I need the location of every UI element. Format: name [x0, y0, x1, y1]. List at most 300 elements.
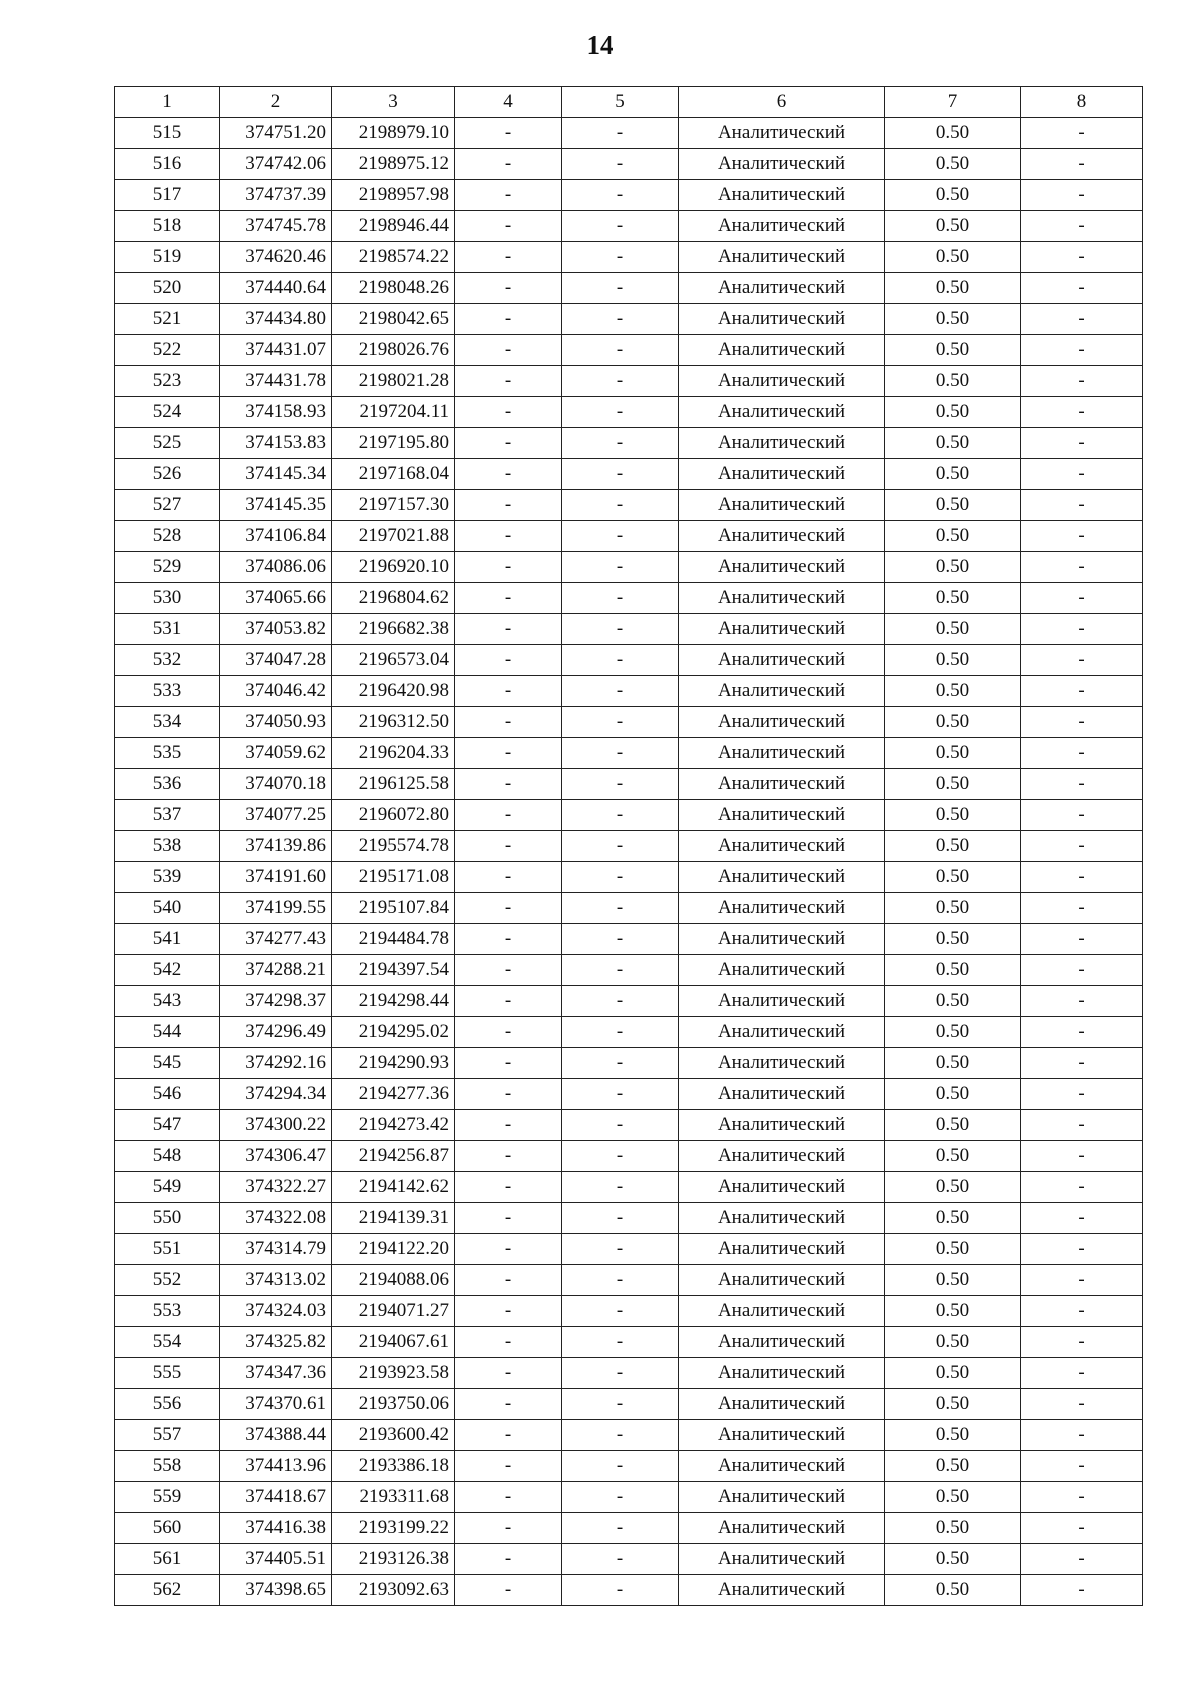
method-cell: Аналитический — [679, 1017, 885, 1048]
column-5-cell: - — [562, 397, 679, 428]
column-header: 5 — [562, 87, 679, 118]
accuracy-cell: 0.50 — [885, 459, 1021, 490]
column-5-cell: - — [562, 1141, 679, 1172]
column-8-cell: - — [1021, 924, 1143, 955]
column-8-cell: - — [1021, 366, 1143, 397]
method-cell: Аналитический — [679, 521, 885, 552]
method-cell: Аналитический — [679, 366, 885, 397]
accuracy-cell: 0.50 — [885, 180, 1021, 211]
accuracy-cell: 0.50 — [885, 366, 1021, 397]
y-coordinate-cell: 2198048.26 — [332, 273, 455, 304]
column-8-cell: - — [1021, 1296, 1143, 1327]
x-coordinate-cell: 374314.79 — [220, 1234, 332, 1265]
table-row — [115, 1389, 1143, 1420]
column-4-cell: - — [455, 1172, 562, 1203]
column-4-cell: - — [455, 428, 562, 459]
column-8-cell: - — [1021, 1079, 1143, 1110]
x-coordinate-cell: 374751.20 — [220, 118, 332, 149]
table-row — [115, 738, 1143, 769]
table-row — [115, 459, 1143, 490]
y-coordinate-cell: 2196682.38 — [332, 614, 455, 645]
column-8-cell: - — [1021, 614, 1143, 645]
method-cell: Аналитический — [679, 1513, 885, 1544]
point-number-cell: 527 — [115, 490, 220, 521]
column-5-cell: - — [562, 1482, 679, 1513]
x-coordinate-cell: 374050.93 — [220, 707, 332, 738]
table-row — [115, 583, 1143, 614]
method-cell: Аналитический — [679, 490, 885, 521]
column-4-cell: - — [455, 645, 562, 676]
point-number-cell: 561 — [115, 1544, 220, 1575]
column-4-cell: - — [455, 1079, 562, 1110]
x-coordinate-cell: 374199.55 — [220, 893, 332, 924]
column-4-cell: - — [455, 1017, 562, 1048]
x-coordinate-cell: 374288.21 — [220, 955, 332, 986]
y-coordinate-cell: 2197021.88 — [332, 521, 455, 552]
y-coordinate-cell: 2193923.58 — [332, 1358, 455, 1389]
method-cell: Аналитический — [679, 180, 885, 211]
y-coordinate-cell: 2194290.93 — [332, 1048, 455, 1079]
column-5-cell: - — [562, 428, 679, 459]
y-coordinate-cell: 2195574.78 — [332, 831, 455, 862]
point-number-cell: 560 — [115, 1513, 220, 1544]
method-cell: Аналитический — [679, 707, 885, 738]
column-8-cell: - — [1021, 490, 1143, 521]
column-8-cell: - — [1021, 1234, 1143, 1265]
table-row — [115, 1203, 1143, 1234]
method-cell: Аналитический — [679, 769, 885, 800]
accuracy-cell: 0.50 — [885, 1482, 1021, 1513]
table-row — [115, 149, 1143, 180]
table-header-row — [115, 87, 1143, 118]
accuracy-cell: 0.50 — [885, 1420, 1021, 1451]
column-5-cell: - — [562, 1451, 679, 1482]
column-8-cell: - — [1021, 800, 1143, 831]
y-coordinate-cell: 2194067.61 — [332, 1327, 455, 1358]
method-cell: Аналитический — [679, 1420, 885, 1451]
table-row — [115, 118, 1143, 149]
accuracy-cell: 0.50 — [885, 211, 1021, 242]
y-coordinate-cell: 2193750.06 — [332, 1389, 455, 1420]
column-4-cell: - — [455, 1048, 562, 1079]
column-8-cell: - — [1021, 1203, 1143, 1234]
point-number-cell: 540 — [115, 893, 220, 924]
y-coordinate-cell: 2193126.38 — [332, 1544, 455, 1575]
x-coordinate-cell: 374325.82 — [220, 1327, 332, 1358]
accuracy-cell: 0.50 — [885, 552, 1021, 583]
column-8-cell: - — [1021, 1451, 1143, 1482]
column-4-cell: - — [455, 1203, 562, 1234]
point-number-cell: 542 — [115, 955, 220, 986]
column-4-cell: - — [455, 769, 562, 800]
method-cell: Аналитический — [679, 1234, 885, 1265]
column-8-cell: - — [1021, 1110, 1143, 1141]
point-number-cell: 519 — [115, 242, 220, 273]
x-coordinate-cell: 374324.03 — [220, 1296, 332, 1327]
table-row — [115, 552, 1143, 583]
x-coordinate-cell: 374431.78 — [220, 366, 332, 397]
y-coordinate-cell: 2198946.44 — [332, 211, 455, 242]
column-5-cell: - — [562, 366, 679, 397]
x-coordinate-cell: 374047.28 — [220, 645, 332, 676]
page-number: 14 — [586, 30, 614, 60]
x-coordinate-cell: 374745.78 — [220, 211, 332, 242]
column-8-cell: - — [1021, 118, 1143, 149]
column-5-cell: - — [562, 335, 679, 366]
y-coordinate-cell: 2194277.36 — [332, 1079, 455, 1110]
column-8-cell: - — [1021, 1265, 1143, 1296]
accuracy-cell: 0.50 — [885, 831, 1021, 862]
table-row — [115, 1482, 1143, 1513]
method-cell: Аналитический — [679, 1451, 885, 1482]
x-coordinate-cell: 374077.25 — [220, 800, 332, 831]
column-8-cell: - — [1021, 862, 1143, 893]
column-5-cell: - — [562, 118, 679, 149]
accuracy-cell: 0.50 — [885, 1079, 1021, 1110]
column-5-cell: - — [562, 676, 679, 707]
method-cell: Аналитический — [679, 1141, 885, 1172]
column-5-cell: - — [562, 1110, 679, 1141]
column-4-cell: - — [455, 738, 562, 769]
method-cell: Аналитический — [679, 211, 885, 242]
x-coordinate-cell: 374139.86 — [220, 831, 332, 862]
accuracy-cell: 0.50 — [885, 1389, 1021, 1420]
y-coordinate-cell: 2194071.27 — [332, 1296, 455, 1327]
y-coordinate-cell: 2193386.18 — [332, 1451, 455, 1482]
x-coordinate-cell: 374413.96 — [220, 1451, 332, 1482]
table-row — [115, 1048, 1143, 1079]
y-coordinate-cell: 2194088.06 — [332, 1265, 455, 1296]
column-8-cell: - — [1021, 1575, 1143, 1606]
column-8-cell: - — [1021, 1544, 1143, 1575]
method-cell: Аналитический — [679, 614, 885, 645]
point-number-cell: 535 — [115, 738, 220, 769]
column-5-cell: - — [562, 862, 679, 893]
table-row — [115, 1234, 1143, 1265]
x-coordinate-cell: 374742.06 — [220, 149, 332, 180]
table-row — [115, 1141, 1143, 1172]
column-4-cell: - — [455, 986, 562, 1017]
column-4-cell: - — [455, 242, 562, 273]
column-5-cell: - — [562, 955, 679, 986]
accuracy-cell: 0.50 — [885, 924, 1021, 955]
column-8-cell: - — [1021, 242, 1143, 273]
method-cell: Аналитический — [679, 428, 885, 459]
table-row — [115, 397, 1143, 428]
column-5-cell: - — [562, 1234, 679, 1265]
column-8-cell: - — [1021, 1327, 1143, 1358]
method-cell: Аналитический — [679, 1079, 885, 1110]
point-number-cell: 517 — [115, 180, 220, 211]
column-5-cell: - — [562, 1327, 679, 1358]
column-4-cell: - — [455, 180, 562, 211]
table-row — [115, 645, 1143, 676]
column-8-cell: - — [1021, 676, 1143, 707]
column-8-cell: - — [1021, 831, 1143, 862]
method-cell: Аналитический — [679, 955, 885, 986]
column-4-cell: - — [455, 1358, 562, 1389]
point-number-cell: 558 — [115, 1451, 220, 1482]
column-5-cell: - — [562, 1203, 679, 1234]
accuracy-cell: 0.50 — [885, 1327, 1021, 1358]
coordinates-table — [114, 86, 1143, 1606]
column-8-cell: - — [1021, 552, 1143, 583]
column-header: 1 — [115, 87, 220, 118]
x-coordinate-cell: 374313.02 — [220, 1265, 332, 1296]
column-8-cell: - — [1021, 149, 1143, 180]
column-4-cell: - — [455, 1234, 562, 1265]
table-row — [115, 893, 1143, 924]
column-5-cell: - — [562, 242, 679, 273]
column-8-cell: - — [1021, 986, 1143, 1017]
method-cell: Аналитический — [679, 1575, 885, 1606]
column-4-cell: - — [455, 490, 562, 521]
column-4-cell: - — [455, 800, 562, 831]
column-5-cell: - — [562, 304, 679, 335]
method-cell: Аналитический — [679, 800, 885, 831]
table-row — [115, 242, 1143, 273]
accuracy-cell: 0.50 — [885, 738, 1021, 769]
column-4-cell: - — [455, 1420, 562, 1451]
y-coordinate-cell: 2194142.62 — [332, 1172, 455, 1203]
y-coordinate-cell: 2194484.78 — [332, 924, 455, 955]
point-number-cell: 524 — [115, 397, 220, 428]
column-4-cell: - — [455, 273, 562, 304]
method-cell: Аналитический — [679, 645, 885, 676]
y-coordinate-cell: 2198026.76 — [332, 335, 455, 366]
table-row — [115, 924, 1143, 955]
column-header: 8 — [1021, 87, 1143, 118]
method-cell: Аналитический — [679, 676, 885, 707]
point-number-cell: 548 — [115, 1141, 220, 1172]
column-4-cell: - — [455, 1327, 562, 1358]
point-number-cell: 554 — [115, 1327, 220, 1358]
x-coordinate-cell: 374418.67 — [220, 1482, 332, 1513]
x-coordinate-cell: 374322.08 — [220, 1203, 332, 1234]
table-row — [115, 180, 1143, 211]
accuracy-cell: 0.50 — [885, 397, 1021, 428]
accuracy-cell: 0.50 — [885, 769, 1021, 800]
method-cell: Аналитический — [679, 1296, 885, 1327]
column-8-cell: - — [1021, 738, 1143, 769]
method-cell: Аналитический — [679, 1048, 885, 1079]
y-coordinate-cell: 2197168.04 — [332, 459, 455, 490]
column-5-cell: - — [562, 149, 679, 180]
y-coordinate-cell: 2198021.28 — [332, 366, 455, 397]
y-coordinate-cell: 2194273.42 — [332, 1110, 455, 1141]
accuracy-cell: 0.50 — [885, 1544, 1021, 1575]
column-header: 4 — [455, 87, 562, 118]
x-coordinate-cell: 374191.60 — [220, 862, 332, 893]
column-5-cell: - — [562, 707, 679, 738]
method-cell: Аналитический — [679, 893, 885, 924]
accuracy-cell: 0.50 — [885, 645, 1021, 676]
x-coordinate-cell: 374046.42 — [220, 676, 332, 707]
column-8-cell: - — [1021, 1513, 1143, 1544]
accuracy-cell: 0.50 — [885, 1048, 1021, 1079]
column-header: 2 — [220, 87, 332, 118]
column-8-cell: - — [1021, 397, 1143, 428]
y-coordinate-cell: 2194295.02 — [332, 1017, 455, 1048]
column-5-cell: - — [562, 521, 679, 552]
accuracy-cell: 0.50 — [885, 707, 1021, 738]
accuracy-cell: 0.50 — [885, 304, 1021, 335]
accuracy-cell: 0.50 — [885, 800, 1021, 831]
x-coordinate-cell: 374277.43 — [220, 924, 332, 955]
column-4-cell: - — [455, 459, 562, 490]
point-number-cell: 551 — [115, 1234, 220, 1265]
point-number-cell: 562 — [115, 1575, 220, 1606]
accuracy-cell: 0.50 — [885, 1141, 1021, 1172]
x-coordinate-cell: 374431.07 — [220, 335, 332, 366]
method-cell: Аналитический — [679, 862, 885, 893]
y-coordinate-cell: 2196204.33 — [332, 738, 455, 769]
table-row — [115, 955, 1143, 986]
accuracy-cell: 0.50 — [885, 490, 1021, 521]
column-8-cell: - — [1021, 1017, 1143, 1048]
point-number-cell: 544 — [115, 1017, 220, 1048]
column-8-cell: - — [1021, 583, 1143, 614]
y-coordinate-cell: 2198042.65 — [332, 304, 455, 335]
accuracy-cell: 0.50 — [885, 1296, 1021, 1327]
y-coordinate-cell: 2198957.98 — [332, 180, 455, 211]
point-number-cell: 546 — [115, 1079, 220, 1110]
y-coordinate-cell: 2193199.22 — [332, 1513, 455, 1544]
x-coordinate-cell: 374405.51 — [220, 1544, 332, 1575]
table-row — [115, 676, 1143, 707]
accuracy-cell: 0.50 — [885, 428, 1021, 459]
y-coordinate-cell: 2193092.63 — [332, 1575, 455, 1606]
column-8-cell: - — [1021, 1482, 1143, 1513]
column-4-cell: - — [455, 955, 562, 986]
column-5-cell: - — [562, 1017, 679, 1048]
column-4-cell: - — [455, 1482, 562, 1513]
y-coordinate-cell: 2193311.68 — [332, 1482, 455, 1513]
column-4-cell: - — [455, 366, 562, 397]
column-4-cell: - — [455, 1296, 562, 1327]
table-row — [115, 769, 1143, 800]
column-8-cell: - — [1021, 1048, 1143, 1079]
x-coordinate-cell: 374292.16 — [220, 1048, 332, 1079]
column-5-cell: - — [562, 1389, 679, 1420]
accuracy-cell: 0.50 — [885, 1513, 1021, 1544]
y-coordinate-cell: 2195171.08 — [332, 862, 455, 893]
accuracy-cell: 0.50 — [885, 614, 1021, 645]
table-row — [115, 707, 1143, 738]
column-4-cell: - — [455, 1389, 562, 1420]
method-cell: Аналитический — [679, 986, 885, 1017]
y-coordinate-cell: 2197195.80 — [332, 428, 455, 459]
method-cell: Аналитический — [679, 1389, 885, 1420]
y-coordinate-cell: 2194122.20 — [332, 1234, 455, 1265]
table-row — [115, 831, 1143, 862]
x-coordinate-cell: 374065.66 — [220, 583, 332, 614]
table-row — [115, 1513, 1143, 1544]
x-coordinate-cell: 374434.80 — [220, 304, 332, 335]
accuracy-cell: 0.50 — [885, 1451, 1021, 1482]
y-coordinate-cell: 2196920.10 — [332, 552, 455, 583]
point-number-cell: 534 — [115, 707, 220, 738]
column-4-cell: - — [455, 1513, 562, 1544]
y-coordinate-cell: 2196312.50 — [332, 707, 455, 738]
column-5-cell: - — [562, 1358, 679, 1389]
column-5-cell: - — [562, 1265, 679, 1296]
table-row — [115, 614, 1143, 645]
point-number-cell: 522 — [115, 335, 220, 366]
table-row — [115, 490, 1143, 521]
column-8-cell: - — [1021, 1389, 1143, 1420]
accuracy-cell: 0.50 — [885, 1017, 1021, 1048]
method-cell: Аналитический — [679, 149, 885, 180]
y-coordinate-cell: 2194256.87 — [332, 1141, 455, 1172]
table-row — [115, 1420, 1143, 1451]
column-4-cell: - — [455, 521, 562, 552]
column-4-cell: - — [455, 831, 562, 862]
x-coordinate-cell: 374440.64 — [220, 273, 332, 304]
point-number-cell: 523 — [115, 366, 220, 397]
column-5-cell: - — [562, 1296, 679, 1327]
point-number-cell: 521 — [115, 304, 220, 335]
table-row — [115, 1451, 1143, 1482]
x-coordinate-cell: 374398.65 — [220, 1575, 332, 1606]
x-coordinate-cell: 374106.84 — [220, 521, 332, 552]
column-8-cell: - — [1021, 335, 1143, 366]
table-row — [115, 428, 1143, 459]
column-5-cell: - — [562, 1172, 679, 1203]
accuracy-cell: 0.50 — [885, 893, 1021, 924]
x-coordinate-cell: 374370.61 — [220, 1389, 332, 1420]
column-4-cell: - — [455, 304, 562, 335]
x-coordinate-cell: 374306.47 — [220, 1141, 332, 1172]
x-coordinate-cell: 374153.83 — [220, 428, 332, 459]
table-row — [115, 800, 1143, 831]
table-row — [115, 1296, 1143, 1327]
y-coordinate-cell: 2198975.12 — [332, 149, 455, 180]
accuracy-cell: 0.50 — [885, 986, 1021, 1017]
column-4-cell: - — [455, 1110, 562, 1141]
method-cell: Аналитический — [679, 1544, 885, 1575]
table-row — [115, 1110, 1143, 1141]
point-number-cell: 520 — [115, 273, 220, 304]
method-cell: Аналитический — [679, 831, 885, 862]
column-4-cell: - — [455, 1451, 562, 1482]
column-8-cell: - — [1021, 1172, 1143, 1203]
x-coordinate-cell: 374070.18 — [220, 769, 332, 800]
column-5-cell: - — [562, 490, 679, 521]
column-5-cell: - — [562, 645, 679, 676]
point-number-cell: 555 — [115, 1358, 220, 1389]
y-coordinate-cell: 2196072.80 — [332, 800, 455, 831]
column-4-cell: - — [455, 552, 562, 583]
column-5-cell: - — [562, 1575, 679, 1606]
accuracy-cell: 0.50 — [885, 1203, 1021, 1234]
point-number-cell: 532 — [115, 645, 220, 676]
column-8-cell: - — [1021, 707, 1143, 738]
point-number-cell: 525 — [115, 428, 220, 459]
x-coordinate-cell: 374053.82 — [220, 614, 332, 645]
column-4-cell: - — [455, 1544, 562, 1575]
accuracy-cell: 0.50 — [885, 1110, 1021, 1141]
y-coordinate-cell: 2198574.22 — [332, 242, 455, 273]
accuracy-cell: 0.50 — [885, 1575, 1021, 1606]
point-number-cell: 515 — [115, 118, 220, 149]
y-coordinate-cell: 2196804.62 — [332, 583, 455, 614]
column-4-cell: - — [455, 707, 562, 738]
x-coordinate-cell: 374059.62 — [220, 738, 332, 769]
column-5-cell: - — [562, 1420, 679, 1451]
accuracy-cell: 0.50 — [885, 583, 1021, 614]
column-8-cell: - — [1021, 459, 1143, 490]
